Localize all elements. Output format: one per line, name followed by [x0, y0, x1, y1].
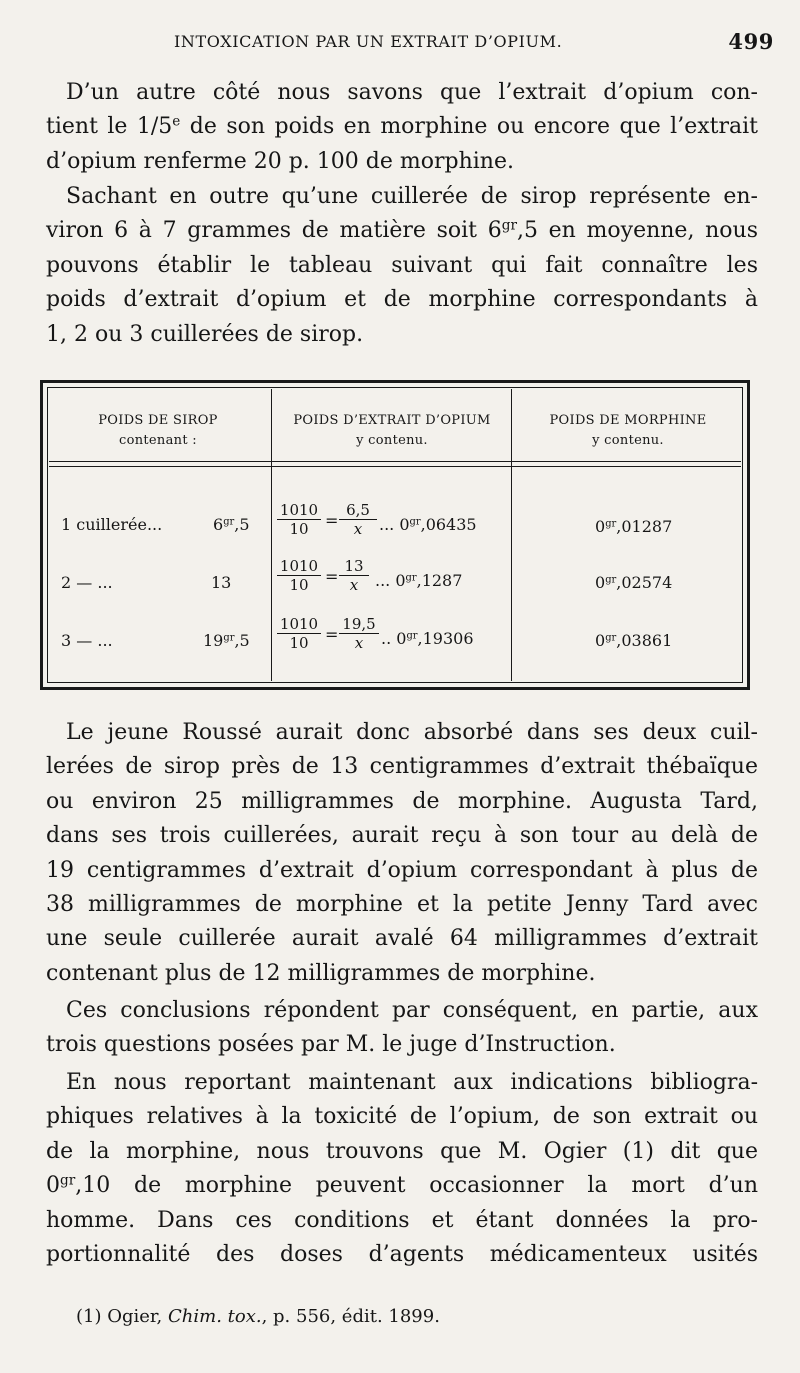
- header-syrup: [53, 411, 263, 451]
- numerator: 1010: [277, 501, 321, 520]
- syrup-label: 1 cuillerée...: [61, 515, 163, 534]
- text-line: poids d’extrait d’opium et de morphine correspondants à: [46, 287, 758, 313]
- text-line: dans ses trois cuillerées, aurait reçu à son tour au delà de: [46, 823, 758, 849]
- column-divider: [511, 389, 512, 681]
- text-line: viron 6 à 7 grammes de matière soit $6^{gr},5$ en moyenne, nous: [46, 217, 759, 244]
- paragraph-2: [46, 180, 758, 352]
- text-line: homme. Dans ces conditions et étant données la pro-: [46, 1207, 758, 1233]
- fraction-right: [339, 557, 369, 594]
- text-line: 38 milligrammes de morphine et la petite Jenny Tard avec: [46, 892, 758, 918]
- numerator: 6,5: [339, 501, 377, 520]
- text-line: Ces conclusions répondent par conséquent, en partie, aux: [66, 998, 758, 1023]
- header-morphine: [515, 411, 741, 451]
- text-line: Sachant en outre qu’une cuillerée de sirop représente en-: [66, 184, 758, 209]
- denominator: [339, 576, 369, 594]
- equals-sign: =: [325, 567, 339, 586]
- fraction-left: [277, 615, 321, 652]
- extract-weight: ... $0^{gr},1287$: [375, 571, 463, 590]
- extract-weight: ... $0^{gr},06435$: [379, 515, 477, 534]
- morphine-weight: $0^{gr},03861$: [595, 631, 673, 650]
- text-line: D’un autre côté nous savons que l’extrait d’opium con-: [66, 80, 758, 105]
- paragraph-5: [46, 1066, 758, 1272]
- footnote-work: Chim. tox.: [168, 1306, 262, 1327]
- syrup-label: 3 — ...: [61, 631, 113, 650]
- fraction-left: [277, 557, 321, 594]
- text-line: lerées de sirop près de 13 centigrammes d’extrait thébaïque: [46, 754, 758, 780]
- text-line: ou environ 25 milligrammes de morphine. Augusta Tard,: [46, 788, 758, 814]
- column-divider: [271, 389, 272, 681]
- text-line: En nous reportant maintenant aux indications bibliogra-: [66, 1070, 758, 1095]
- header-rule: [49, 461, 741, 467]
- equals-sign: =: [325, 511, 339, 530]
- morphine-weight: $0^{gr},02574$: [595, 573, 673, 592]
- paragraph-4: [46, 994, 758, 1063]
- denominator: [339, 520, 377, 538]
- text-line: de la morphine, nous trouvons que M. Ogier (1) dit que: [46, 1138, 758, 1164]
- footnote-rest: , p. 556, édit. 1899.: [261, 1306, 440, 1327]
- running-title: INTOXICATION PAR UN EXTRAIT D’OPIUM.: [174, 32, 563, 51]
- numerator: 13: [339, 557, 369, 576]
- text-line: pouvons établir le tableau suivant qui fait connaître les: [46, 252, 758, 278]
- numerator: 19,5: [339, 615, 379, 634]
- denominator: 10: [289, 634, 309, 652]
- paragraph-3: [46, 716, 758, 991]
- text-line: 1, 2 ou 3 cuillerées de sirop.: [46, 321, 364, 347]
- text-line: Le jeune Roussé aurait donc absorbé dans ses deux cuil-: [66, 720, 758, 745]
- syrup-label: 2 — ...: [61, 573, 113, 592]
- header-line: contenant :: [119, 433, 197, 448]
- footnote: [76, 1306, 440, 1327]
- paragraph-1: [46, 76, 758, 179]
- variable: x: [349, 576, 359, 594]
- variable: x: [354, 634, 364, 652]
- denominator: 10: [289, 576, 309, 594]
- header-line: POIDS DE MORPHINE: [549, 413, 707, 428]
- text-line: portionnalité des doses d’agents médicamenteux usités: [46, 1242, 758, 1268]
- dosage-table: [40, 380, 750, 690]
- text-line: phiques relatives à la toxicité de l’opium, de son extrait ou: [46, 1104, 758, 1130]
- text-line: $0^{gr},10$ de morphine peuvent occasionner la mort d’un: [46, 1172, 758, 1199]
- denominator: [339, 634, 379, 652]
- header-line: POIDS D’EXTRAIT D’OPIUM: [293, 413, 491, 428]
- variable: x: [353, 520, 363, 538]
- text-line: 19 centigrammes d’extrait d’opium correspondant à plus de: [46, 857, 758, 883]
- fraction-right: [339, 501, 377, 538]
- extract-weight: .. $0^{gr},19306$: [381, 629, 474, 648]
- fraction-left: [277, 501, 321, 538]
- header-line: POIDS DE SIROP: [98, 413, 218, 428]
- text-line: trois questions posées par M. le juge d’Instruction.: [46, 1032, 616, 1058]
- numerator: 1010: [277, 557, 321, 576]
- numerator: 1010: [277, 615, 321, 634]
- header-line: y contenu.: [356, 433, 428, 448]
- morphine-weight: $0^{gr},01287$: [595, 517, 673, 536]
- text-line: tient le 1/5e de son poids en morphine ou encore que l’extrait: [46, 113, 758, 140]
- fraction-right: [339, 615, 379, 652]
- denominator: 10: [289, 520, 309, 538]
- syrup-weight: $19^{gr},5$: [203, 631, 250, 650]
- header-extract: [275, 411, 509, 451]
- text-line: une seule cuillerée aurait avalé 64 milligrammes d’extrait: [46, 926, 758, 952]
- syrup-weight: $6^{gr},5$: [213, 515, 250, 534]
- syrup-weight: 13: [211, 573, 232, 592]
- page-number: 499: [728, 29, 774, 54]
- text-line: contenant plus de 12 milligrammes de morphine.: [46, 960, 596, 986]
- header-line: y contenu.: [592, 433, 664, 448]
- equals-sign: =: [325, 625, 339, 644]
- footnote-marker: (1) Ogier,: [76, 1306, 163, 1327]
- text-line: d’opium renferme 20 p. 100 de morphine.: [46, 148, 514, 174]
